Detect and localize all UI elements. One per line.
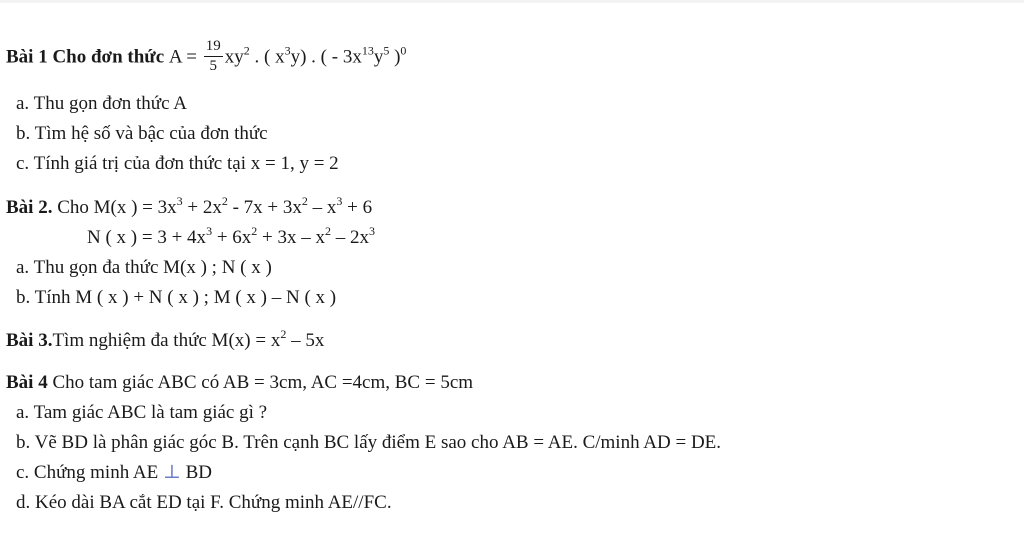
b4-c-post: BD [180, 462, 213, 483]
b2-part-a: a. Thu gọn đa thức M(x ) ; N ( x ) [16, 257, 272, 278]
b1-term3-exp1: 13 [361, 43, 374, 58]
b4-part-b: b. Vẽ BD là phân giác góc B. Trên cạnh BC lấy điểm E sao cho AB = AE. C/minh AD = DE. [16, 432, 722, 453]
b2-m-e3: 2 [301, 194, 308, 208]
b2-m-p3: – x [307, 197, 337, 218]
b1-fraction [204, 38, 223, 74]
b3-text: Tìm nghiệm đa thức M(x) = x [52, 330, 281, 351]
b4-c-pre: c. Chứng minh AE [16, 462, 163, 483]
b3-tail: – 5x [286, 330, 325, 351]
perpendicular-icon: ⊥ [163, 462, 181, 483]
b2-m-pre: Cho M(x ) = 3x [52, 197, 177, 218]
b1-term3: y) . ( - 3x [290, 46, 362, 68]
b4-part-a: a. Tam giác ABC là tam giác gì ? [16, 402, 268, 423]
b4-heading [6, 373, 473, 392]
b1-term1: xy [224, 46, 244, 68]
b1-term2: . ( x [249, 46, 285, 68]
b4-part-c [16, 463, 212, 482]
b2-n-p2: + 3x – x [257, 227, 325, 248]
b1-expr-a: A = [168, 46, 202, 68]
b1-term3-close: ) [389, 46, 401, 68]
b2-part-b: b. Tính M ( x ) + N ( x ) ; M ( x ) – N ( x ) [16, 287, 337, 308]
b2-n-e3: 2 [325, 224, 331, 238]
b3-heading [6, 327, 325, 351]
b2-m-p4: + 6 [342, 197, 373, 218]
b3-label: Bài 3. [6, 330, 53, 351]
b1-intro: Cho đơn thức [47, 46, 169, 68]
b2-n-e2: 2 [251, 224, 258, 238]
b3-exp: 2 [280, 327, 287, 341]
top-border [0, 0, 1024, 3]
b4-part-d: d. Kéo dài BA cắt ED tại F. Chứng minh AE//FC. [16, 492, 392, 513]
b2-n-p1: + 6x [212, 227, 252, 248]
b2-n-e1: 3 [206, 224, 213, 238]
b2-label: Bài 2. [6, 197, 53, 218]
b2-m-e4: 3 [336, 194, 343, 208]
b1-part-c: c. Tính giá trị của đơn thức tại x = 1, y = 2 [16, 153, 339, 174]
b1-term1-exp: 2 [243, 43, 250, 58]
b1-part-a: a. Thu gọn đơn thức A [16, 93, 187, 114]
b2-heading [6, 194, 373, 218]
b1-term3-y: y [373, 46, 384, 68]
b4-text: Cho tam giác ABC có AB = 3cm, AC =4cm, BC = 5cm [47, 372, 474, 393]
b4-label: Bài 4 [6, 372, 48, 393]
b1-part-b: b. Tìm hệ số và bậc của đơn thức [16, 123, 268, 144]
b1-heading [6, 40, 406, 76]
b1-frac-num: 19 [204, 38, 223, 57]
b1-frac-den: 5 [209, 57, 218, 74]
b2-n-pre: N ( x ) = 3 + 4x [87, 227, 207, 248]
b2-n-line [87, 224, 375, 248]
b2-m-p1: + 2x [182, 197, 222, 218]
b2-m-p2: - 7x + 3x [227, 197, 302, 218]
b1-term2-exp: 3 [284, 43, 291, 58]
b1-label: Bài 1 [6, 46, 48, 68]
b2-n-e4: 3 [369, 224, 375, 238]
b2-n-p3: – 2x [331, 227, 369, 248]
b1-term3-exp3: 0 [400, 43, 407, 58]
b2-m-e2: 2 [221, 194, 228, 208]
b1-term3-exp2: 5 [383, 43, 390, 58]
b2-m-e1: 3 [176, 194, 183, 208]
